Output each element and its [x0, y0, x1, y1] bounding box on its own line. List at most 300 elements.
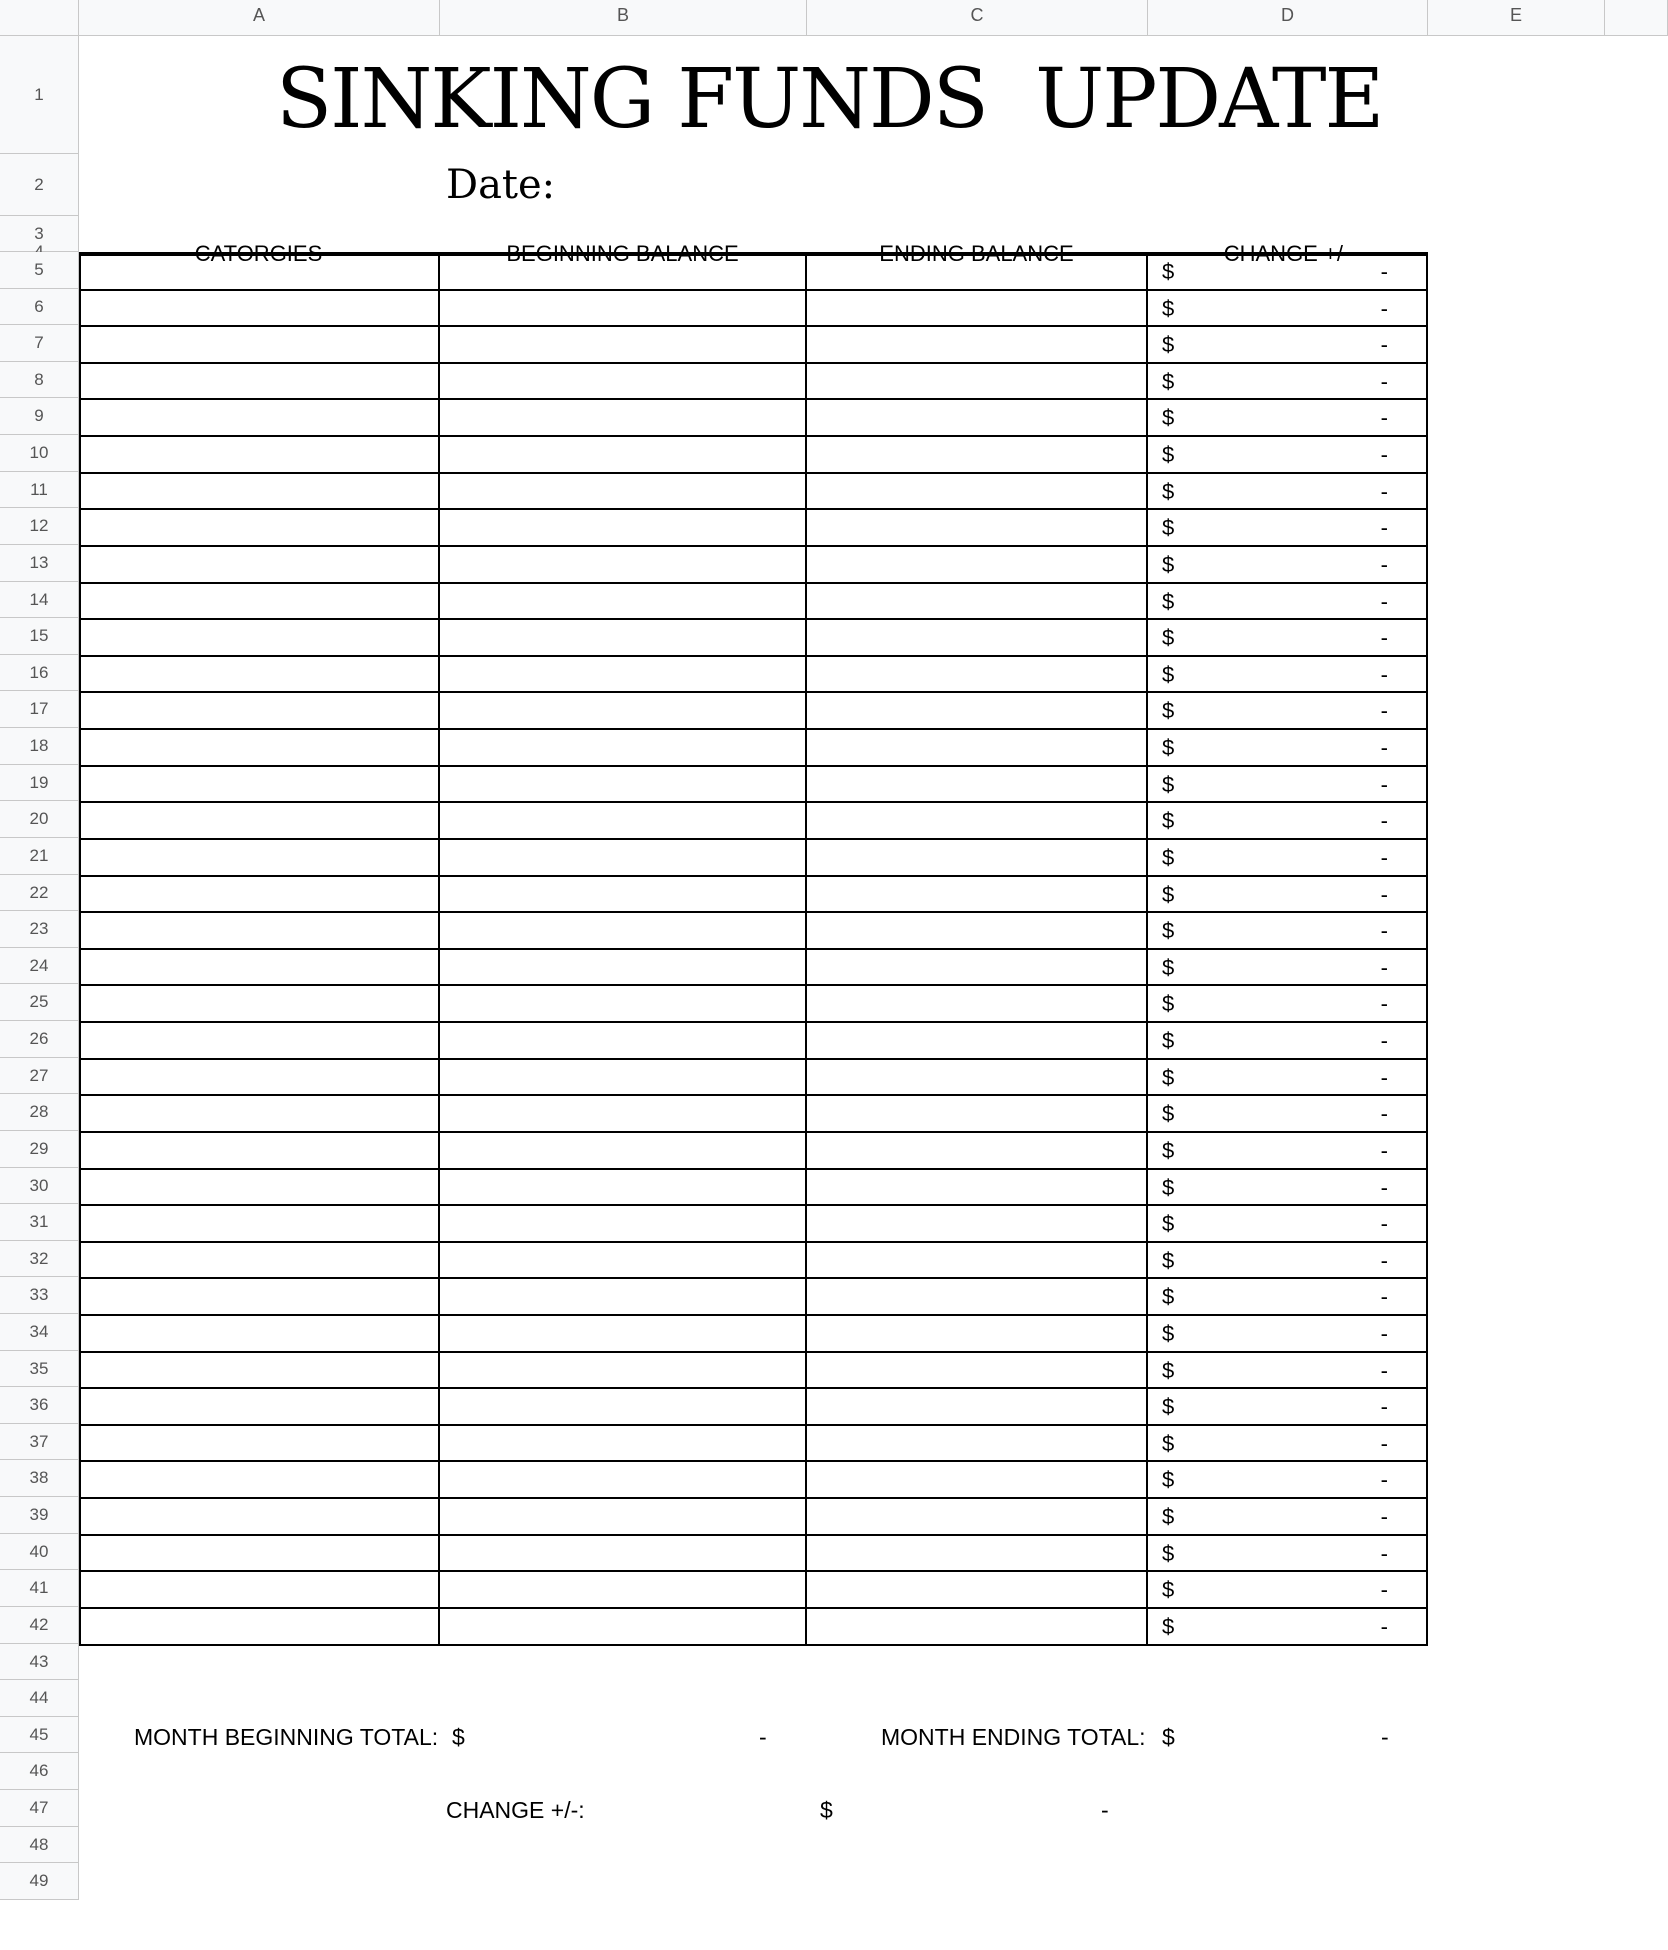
- beginning-balance-cell[interactable]: [440, 1170, 807, 1206]
- row-header-36[interactable]: 36: [0, 1387, 79, 1424]
- change-value: -: [1380, 259, 1388, 284]
- category-cell[interactable]: [79, 986, 440, 1023]
- category-cell[interactable]: [79, 1243, 440, 1279]
- category-cell[interactable]: [79, 510, 440, 547]
- change-cell[interactable]: [1148, 803, 1428, 840]
- row-header-18[interactable]: 18: [0, 728, 79, 765]
- change-cell[interactable]: [1148, 693, 1428, 730]
- category-cell[interactable]: [79, 1462, 440, 1499]
- ending-balance-cell[interactable]: [807, 1279, 1148, 1316]
- category-cell[interactable]: [79, 1316, 440, 1353]
- beginning-balance-cell[interactable]: [440, 1316, 807, 1353]
- beginning-balance-cell[interactable]: [440, 1023, 807, 1060]
- change-currency: $: [1162, 1614, 1175, 1639]
- row-header-34[interactable]: 34: [0, 1314, 79, 1351]
- ending-balance-cell[interactable]: [807, 510, 1148, 547]
- ending-balance-cell[interactable]: [807, 1572, 1148, 1609]
- select-all-corner[interactable]: [0, 0, 79, 36]
- change-value: -: [1380, 1467, 1388, 1492]
- category-cell[interactable]: [79, 1426, 440, 1462]
- ending-balance-cell[interactable]: [807, 986, 1148, 1023]
- row-header-43[interactable]: 43: [0, 1644, 79, 1680]
- beginning-balance-cell[interactable]: [440, 1389, 807, 1426]
- change-currency: $: [1162, 735, 1175, 760]
- month-ending-total-label[interactable]: MONTH ENDING TOTAL:: [881, 1724, 1146, 1750]
- category-cell[interactable]: [79, 437, 440, 474]
- change-currency: $: [1162, 259, 1175, 284]
- change-currency: $: [1162, 1467, 1175, 1492]
- category-cell[interactable]: [79, 1096, 440, 1133]
- ending-balance-cell[interactable]: [807, 1499, 1148, 1536]
- sheet-title[interactable]: SINKING FUNDS UPDATE: [276, 52, 1383, 147]
- row-header-28[interactable]: 28: [0, 1094, 79, 1131]
- row-header-22[interactable]: 22: [0, 875, 79, 911]
- change-currency: $: [1162, 1358, 1175, 1383]
- change-currency: $: [1162, 1211, 1175, 1236]
- beginning-balance-cell[interactable]: [440, 400, 807, 437]
- month-beginning-total-label[interactable]: MONTH BEGINNING TOTAL:: [134, 1724, 439, 1750]
- total-change-currency: $: [820, 1797, 833, 1823]
- change-cell[interactable]: [1148, 437, 1428, 474]
- change-cell[interactable]: [1148, 767, 1428, 803]
- change-currency: $: [1162, 589, 1175, 614]
- row-header-37[interactable]: 37: [0, 1424, 79, 1460]
- change-value: -: [1380, 845, 1388, 870]
- change-currency: $: [1162, 625, 1175, 650]
- change-cell[interactable]: [1148, 1353, 1428, 1389]
- beginning-balance-cell[interactable]: [440, 1536, 807, 1572]
- row-header-46[interactable]: 46: [0, 1753, 79, 1790]
- category-cell[interactable]: [79, 693, 440, 730]
- change-cell[interactable]: [1148, 1096, 1428, 1133]
- beginning-balance-cell[interactable]: [440, 547, 807, 584]
- change-value: -: [1380, 1211, 1388, 1236]
- change-cell[interactable]: [1148, 400, 1428, 437]
- row-header-40[interactable]: 40: [0, 1534, 79, 1570]
- change-currency: $: [1162, 1248, 1175, 1273]
- ending-balance-cell[interactable]: [807, 1206, 1148, 1243]
- category-cell[interactable]: [79, 913, 440, 950]
- category-cell[interactable]: [79, 1353, 440, 1389]
- row-header-12[interactable]: 12: [0, 508, 79, 545]
- category-cell[interactable]: [79, 840, 440, 877]
- change-cell[interactable]: [1148, 1389, 1428, 1426]
- beginning-balance-cell[interactable]: [440, 510, 807, 547]
- ending-balance-cell[interactable]: [807, 620, 1148, 657]
- change-currency: $: [1162, 1101, 1175, 1126]
- row-header-48[interactable]: 48: [0, 1827, 79, 1863]
- beginning-balance-cell[interactable]: [440, 877, 807, 913]
- row-header-35[interactable]: 35: [0, 1351, 79, 1387]
- row-header-21[interactable]: 21: [0, 838, 79, 875]
- row-header-14[interactable]: 14: [0, 582, 79, 618]
- ending-balance-cell[interactable]: [807, 1170, 1148, 1206]
- change-cell[interactable]: [1148, 1279, 1428, 1316]
- category-cell[interactable]: [79, 254, 440, 291]
- ending-balance-cell[interactable]: [807, 1389, 1148, 1426]
- beginning-balance-cell[interactable]: [440, 584, 807, 620]
- change-value: -: [1380, 772, 1388, 797]
- row-header-19[interactable]: 19: [0, 765, 79, 801]
- change-value: -: [1380, 405, 1388, 430]
- beginning-balance-cell[interactable]: [440, 840, 807, 877]
- change-currency: $: [1162, 1284, 1175, 1309]
- change-value: -: [1380, 1321, 1388, 1346]
- change-currency: $: [1162, 1394, 1175, 1419]
- beginning-balance-cell[interactable]: [440, 1426, 807, 1462]
- change-value: -: [1380, 1138, 1388, 1163]
- ending-balance-cell[interactable]: [807, 254, 1148, 291]
- change-currency: $: [1162, 1541, 1175, 1566]
- change-currency: $: [1162, 1504, 1175, 1529]
- header-ending-balance[interactable]: ENDING BALANCE: [807, 254, 1148, 256]
- row-header-45[interactable]: 45: [0, 1717, 79, 1753]
- ending-balance-cell[interactable]: [807, 913, 1148, 950]
- row-header-10[interactable]: 10: [0, 435, 79, 472]
- change-currency: $: [1162, 442, 1175, 467]
- beginning-balance-cell[interactable]: [440, 1572, 807, 1609]
- change-currency: $: [1162, 1431, 1175, 1456]
- row-header-33[interactable]: 33: [0, 1277, 79, 1314]
- column-header-c[interactable]: C: [807, 0, 1148, 36]
- change-currency: $: [1162, 1321, 1175, 1346]
- row-header-16[interactable]: 16: [0, 655, 79, 691]
- header-change[interactable]: CHANGE +/-: [1148, 254, 1428, 256]
- change-cell[interactable]: [1148, 1536, 1428, 1572]
- beginning-balance-cell[interactable]: [440, 437, 807, 474]
- change-value: -: [1380, 479, 1388, 504]
- row-header-3[interactable]: 3: [0, 216, 79, 252]
- beginning-balance-cell[interactable]: [440, 1133, 807, 1170]
- change-value: -: [1380, 1065, 1388, 1090]
- beginning-balance-cell[interactable]: [440, 254, 807, 291]
- header-beginning-balance[interactable]: BEGINNING BALANCE: [440, 254, 807, 256]
- category-cell[interactable]: [79, 1170, 440, 1206]
- ending-balance-cell[interactable]: [807, 584, 1148, 620]
- change-value: -: [1380, 955, 1388, 980]
- change-value: -: [1380, 662, 1388, 687]
- change-value: -: [1380, 1614, 1388, 1639]
- change-currency: $: [1162, 1175, 1175, 1200]
- change-cell[interactable]: [1148, 1133, 1428, 1170]
- beginning-balance-cell[interactable]: [440, 1462, 807, 1499]
- row-header-1[interactable]: 1: [0, 36, 79, 154]
- change-currency: $: [1162, 918, 1175, 943]
- header-categories[interactable]: CATORGIES: [79, 254, 440, 256]
- ending-balance-cell[interactable]: [807, 1426, 1148, 1462]
- category-cell[interactable]: [79, 1536, 440, 1572]
- change-currency: $: [1162, 405, 1175, 430]
- change-currency: $: [1162, 698, 1175, 723]
- ending-balance-cell[interactable]: [807, 1353, 1148, 1389]
- change-cell[interactable]: [1148, 584, 1428, 620]
- change-currency: $: [1162, 479, 1175, 504]
- category-cell[interactable]: [79, 657, 440, 693]
- change-value: -: [1380, 1541, 1388, 1566]
- change-value: -: [1380, 1175, 1388, 1200]
- column-header-a[interactable]: A: [79, 0, 440, 36]
- beginning-balance-cell[interactable]: [440, 291, 807, 327]
- change-value: -: [1380, 442, 1388, 467]
- category-cell[interactable]: [79, 620, 440, 657]
- change-cell[interactable]: [1148, 840, 1428, 877]
- row-header-27[interactable]: 27: [0, 1058, 79, 1094]
- change-value: -: [1380, 369, 1388, 394]
- ending-balance-cell[interactable]: [807, 327, 1148, 364]
- beginning-balance-cell[interactable]: [440, 364, 807, 400]
- ending-balance-cell[interactable]: [807, 693, 1148, 730]
- change-currency: $: [1162, 991, 1175, 1016]
- change-currency: $: [1162, 1065, 1175, 1090]
- beginning-balance-cell[interactable]: [440, 657, 807, 693]
- change-value: -: [1380, 1248, 1388, 1273]
- ending-balance-cell[interactable]: [807, 1096, 1148, 1133]
- change-cell[interactable]: [1148, 254, 1428, 291]
- change-currency: $: [1162, 662, 1175, 687]
- ending-balance-cell[interactable]: [807, 1462, 1148, 1499]
- beginning-balance-cell[interactable]: [440, 327, 807, 364]
- change-cell[interactable]: [1148, 877, 1428, 913]
- category-cell[interactable]: [79, 364, 440, 400]
- category-cell[interactable]: [79, 1499, 440, 1536]
- ending-balance-cell[interactable]: [807, 291, 1148, 327]
- row-header-15[interactable]: 15: [0, 618, 79, 655]
- row-header-30[interactable]: 30: [0, 1168, 79, 1204]
- change-cell[interactable]: [1148, 1023, 1428, 1060]
- row-header-20[interactable]: 20: [0, 801, 79, 838]
- ending-balance-cell[interactable]: [807, 1316, 1148, 1353]
- change-cell[interactable]: [1148, 510, 1428, 547]
- change-cell[interactable]: [1148, 913, 1428, 950]
- change-currency: $: [1162, 296, 1175, 321]
- beginning-balance-cell[interactable]: [440, 1243, 807, 1279]
- change-value: -: [1380, 1028, 1388, 1053]
- change-value: -: [1380, 882, 1388, 907]
- category-cell[interactable]: [79, 1572, 440, 1609]
- beginning-balance-cell[interactable]: [440, 767, 807, 803]
- change-cell[interactable]: [1148, 950, 1428, 986]
- ending-balance-cell[interactable]: [807, 767, 1148, 803]
- change-value: -: [1380, 735, 1388, 760]
- change-value: -: [1380, 1101, 1388, 1126]
- change-currency: $: [1162, 1577, 1175, 1602]
- change-cell[interactable]: [1148, 327, 1428, 364]
- change-cell[interactable]: [1148, 1170, 1428, 1206]
- row-header-7[interactable]: 7: [0, 325, 79, 362]
- month-ending-currency: $: [1162, 1724, 1175, 1750]
- row-header-42[interactable]: 42: [0, 1607, 79, 1644]
- change-value: -: [1380, 808, 1388, 833]
- ending-balance-cell[interactable]: [807, 840, 1148, 877]
- change-value: -: [1380, 1577, 1388, 1602]
- change-cell[interactable]: [1148, 474, 1428, 510]
- category-cell[interactable]: [79, 1133, 440, 1170]
- change-cell[interactable]: [1148, 1609, 1428, 1646]
- beginning-balance-cell[interactable]: [440, 1279, 807, 1316]
- change-cell[interactable]: [1148, 364, 1428, 400]
- change-value: -: [1380, 589, 1388, 614]
- beginning-balance-cell[interactable]: [440, 986, 807, 1023]
- change-value: -: [1380, 552, 1388, 577]
- change-value: -: [1380, 1284, 1388, 1309]
- beginning-balance-cell[interactable]: [440, 950, 807, 986]
- change-value: -: [1380, 1431, 1388, 1456]
- change-currency: $: [1162, 845, 1175, 870]
- table-left-border: [79, 254, 81, 1644]
- change-currency: $: [1162, 552, 1175, 577]
- category-cell[interactable]: [79, 1206, 440, 1243]
- change-cell[interactable]: [1148, 1426, 1428, 1462]
- ending-balance-cell[interactable]: [807, 1609, 1148, 1646]
- beginning-balance-cell[interactable]: [440, 474, 807, 510]
- row-header-25[interactable]: 25: [0, 984, 79, 1021]
- ending-balance-cell[interactable]: [807, 657, 1148, 693]
- ending-balance-cell[interactable]: [807, 803, 1148, 840]
- change-cell[interactable]: [1148, 620, 1428, 657]
- category-cell[interactable]: [79, 1609, 440, 1646]
- row-header-31[interactable]: 31: [0, 1204, 79, 1241]
- change-cell[interactable]: [1148, 1060, 1428, 1096]
- change-cell[interactable]: [1148, 986, 1428, 1023]
- change-value: -: [1380, 698, 1388, 723]
- change-value: -: [1380, 332, 1388, 357]
- change-cell[interactable]: [1148, 1206, 1428, 1243]
- column-header-b[interactable]: B: [440, 0, 807, 36]
- change-cell[interactable]: [1148, 657, 1428, 693]
- row-header-32[interactable]: 32: [0, 1241, 79, 1277]
- ending-balance-cell[interactable]: [807, 400, 1148, 437]
- change-currency: $: [1162, 1138, 1175, 1163]
- beginning-balance-cell[interactable]: [440, 1060, 807, 1096]
- beginning-balance-cell[interactable]: [440, 913, 807, 950]
- change-cell[interactable]: [1148, 1243, 1428, 1279]
- beginning-balance-cell[interactable]: [440, 620, 807, 657]
- beginning-balance-cell[interactable]: [440, 1206, 807, 1243]
- change-value: -: [1380, 296, 1388, 321]
- beginning-balance-cell[interactable]: [440, 1353, 807, 1389]
- category-cell[interactable]: [79, 547, 440, 584]
- category-cell[interactable]: [79, 877, 440, 913]
- category-cell[interactable]: [79, 327, 440, 364]
- ending-balance-cell[interactable]: [807, 1060, 1148, 1096]
- ending-balance-cell[interactable]: [807, 1536, 1148, 1572]
- category-cell[interactable]: [79, 1279, 440, 1316]
- category-cell[interactable]: [79, 1060, 440, 1096]
- change-currency: $: [1162, 332, 1175, 357]
- ending-balance-cell[interactable]: [807, 437, 1148, 474]
- total-change-value[interactable]: -: [1101, 1797, 1109, 1823]
- row-header-11[interactable]: 11: [0, 472, 79, 508]
- row-header-17[interactable]: 17: [0, 691, 79, 728]
- column-header-e[interactable]: E: [1428, 0, 1605, 36]
- category-cell[interactable]: [79, 1389, 440, 1426]
- row-header-5[interactable]: 5: [0, 252, 79, 289]
- beginning-balance-cell[interactable]: [440, 1096, 807, 1133]
- month-ending-value[interactable]: -: [1381, 1724, 1389, 1750]
- row-header-44[interactable]: 44: [0, 1680, 79, 1717]
- row-header-47[interactable]: 47: [0, 1790, 79, 1827]
- change-value: -: [1380, 1504, 1388, 1529]
- ending-balance-cell[interactable]: [807, 364, 1148, 400]
- change-currency: $: [1162, 369, 1175, 394]
- ending-balance-cell[interactable]: [807, 1243, 1148, 1279]
- change-currency: $: [1162, 955, 1175, 980]
- change-value: -: [1380, 991, 1388, 1016]
- category-cell[interactable]: [79, 1023, 440, 1060]
- category-cell[interactable]: [79, 291, 440, 327]
- row-header-13[interactable]: 13: [0, 545, 79, 582]
- ending-balance-cell[interactable]: [807, 730, 1148, 767]
- category-cell[interactable]: [79, 767, 440, 803]
- change-value: -: [1380, 918, 1388, 943]
- beginning-balance-cell[interactable]: [440, 1609, 807, 1646]
- category-cell[interactable]: [79, 730, 440, 767]
- date-label[interactable]: Date:: [446, 162, 556, 208]
- change-value: -: [1380, 625, 1388, 650]
- category-cell[interactable]: [79, 803, 440, 840]
- row-header-26[interactable]: 26: [0, 1021, 79, 1058]
- change-currency: $: [1162, 772, 1175, 797]
- change-cell[interactable]: [1148, 1572, 1428, 1609]
- change-currency: $: [1162, 515, 1175, 540]
- row-header-41[interactable]: 41: [0, 1570, 79, 1607]
- ending-balance-cell[interactable]: [807, 1133, 1148, 1170]
- change-currency: $: [1162, 882, 1175, 907]
- change-value: -: [1380, 1358, 1388, 1383]
- row-header-6[interactable]: 6: [0, 289, 79, 325]
- change-currency: $: [1162, 808, 1175, 833]
- month-beginning-value[interactable]: -: [759, 1724, 767, 1750]
- row-header-23[interactable]: 23: [0, 911, 79, 948]
- beginning-balance-cell[interactable]: [440, 730, 807, 767]
- ending-balance-cell[interactable]: [807, 474, 1148, 510]
- ending-balance-cell[interactable]: [807, 1023, 1148, 1060]
- change-cell[interactable]: [1148, 291, 1428, 327]
- total-change-label[interactable]: CHANGE +/-:: [446, 1797, 585, 1823]
- change-cell[interactable]: [1148, 730, 1428, 767]
- row-header-29[interactable]: 29: [0, 1131, 79, 1168]
- change-cell[interactable]: [1148, 1499, 1428, 1536]
- change-cell[interactable]: [1148, 547, 1428, 584]
- category-cell[interactable]: [79, 584, 440, 620]
- row-header-39[interactable]: 39: [0, 1497, 79, 1534]
- sinking-funds-table: [79, 241, 1428, 1644]
- row-header-38[interactable]: 38: [0, 1460, 79, 1497]
- change-cell[interactable]: [1148, 1316, 1428, 1353]
- month-beginning-currency: $: [452, 1724, 465, 1750]
- ending-balance-cell[interactable]: [807, 877, 1148, 913]
- column-header-d[interactable]: D: [1148, 0, 1428, 36]
- row-header-9[interactable]: 9: [0, 398, 79, 435]
- beginning-balance-cell[interactable]: [440, 1499, 807, 1536]
- beginning-balance-cell[interactable]: [440, 803, 807, 840]
- change-value: -: [1380, 1394, 1388, 1419]
- beginning-balance-cell[interactable]: [440, 693, 807, 730]
- category-cell[interactable]: [79, 474, 440, 510]
- change-value: -: [1380, 515, 1388, 540]
- row-header-24[interactable]: 24: [0, 948, 79, 984]
- ending-balance-cell[interactable]: [807, 547, 1148, 584]
- ending-balance-cell[interactable]: [807, 950, 1148, 986]
- row-header-2[interactable]: 2: [0, 154, 79, 216]
- category-cell[interactable]: [79, 400, 440, 437]
- column-header-next[interactable]: [1605, 0, 1668, 36]
- change-cell[interactable]: [1148, 1462, 1428, 1499]
- row-header-8[interactable]: 8: [0, 362, 79, 398]
- change-currency: $: [1162, 1028, 1175, 1053]
- category-cell[interactable]: [79, 950, 440, 986]
- row-header-49[interactable]: 49: [0, 1863, 79, 1900]
